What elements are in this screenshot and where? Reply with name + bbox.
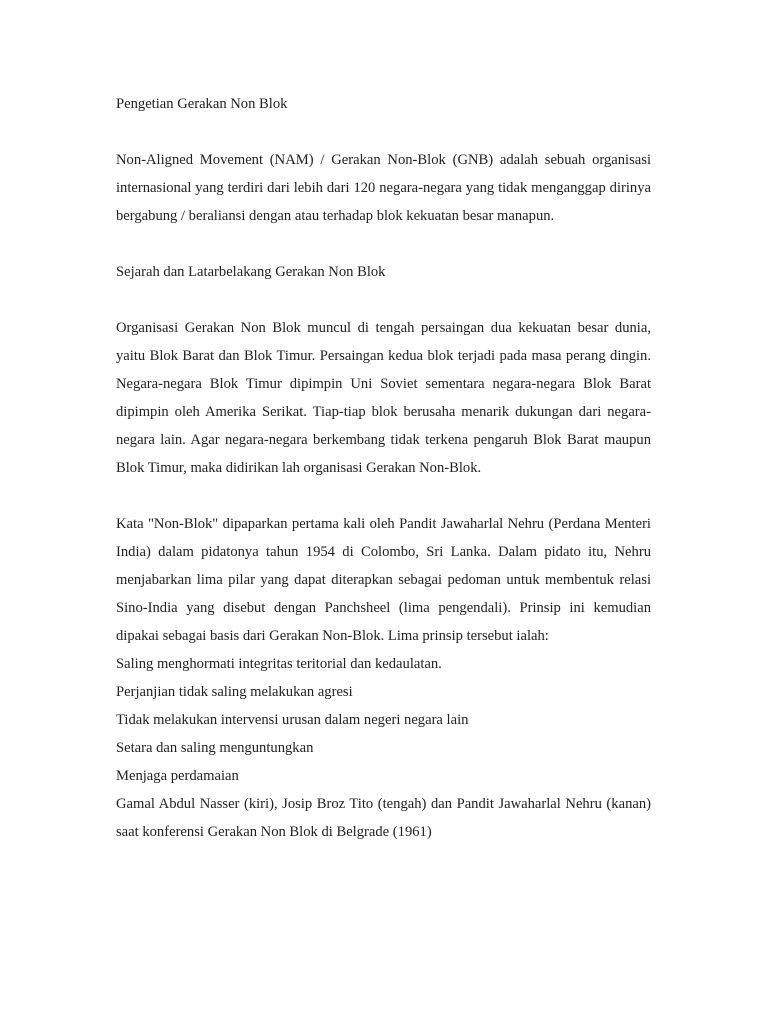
paragraph-definition: Non-Aligned Movement (NAM) / Gerakan Non-Blok (GNB) adalah sebuah organisasi internasional yang terdiri dari lebih dari 120 negara-negara yang tidak menganggap dirinya bergabung / beraliansi dengan atau terhadap blok kekuatan besar manapun. [116, 152, 651, 224]
photo-caption: Gamal Abdul Nasser (kiri), Josip Broz Tito (tengah) dan Pandit Jawaharlal Nehru (kanan) saat konferensi Gerakan Non Blok di Belgrade (1961) [116, 796, 651, 840]
principle-item: Saling menghormati integritas teritorial dan kedaulatan. [116, 656, 442, 672]
paragraph-history: Organisasi Gerakan Non Blok muncul di tengah persaingan dua kekuatan besar dunia, yaitu Blok Barat dan Blok Timur. Persaingan kedua blok terjadi pada masa perang dingin. Negara-negara Blok Timur dipimpin Uni Soviet sementara negara-negara Blok Barat dipimpin oleh Amerika Serikat. Tiap-tiap blok berusaha menarik dukungan dari negara-negara lain. Agar negara-negara berkembang tidak terkena pengaruh Blok Barat maupun Blok Timur, maka didirikan lah organisasi Gerakan Non-Blok. [116, 320, 651, 476]
section-heading-sejarah: Sejarah dan Latarbelakang Gerakan Non Blok [116, 264, 386, 280]
principle-item: Tidak melakukan intervensi urusan dalam negeri negara lain [116, 712, 469, 728]
principles-list [116, 650, 651, 790]
principle-item: Perjanjian tidak saling melakukan agresi [116, 684, 353, 700]
paragraph-panchsheel: Kata "Non-Blok" dipaparkan pertama kali oleh Pandit Jawaharlal Nehru (Perdana Menteri India) dalam pidatonya tahun 1954 di Colombo, Sri Lanka. Dalam pidato itu, Nehru menjabarkan lima pilar yang dapat diterapkan sebagai pedoman untuk membentuk relasi Sino-India yang disebut dengan Panchsheel (lima pengendali). Prinsip ini kemudian dipakai sebagai basis dari Gerakan Non-Blok. Lima prinsip tersebut ialah: [116, 516, 651, 644]
principle-item: Menjaga perdamaian [116, 768, 239, 784]
section-heading-pengertian: Pengetian Gerakan Non Blok [116, 96, 288, 112]
principle-item: Setara dan saling menguntungkan [116, 740, 314, 756]
document-page [116, 90, 651, 846]
